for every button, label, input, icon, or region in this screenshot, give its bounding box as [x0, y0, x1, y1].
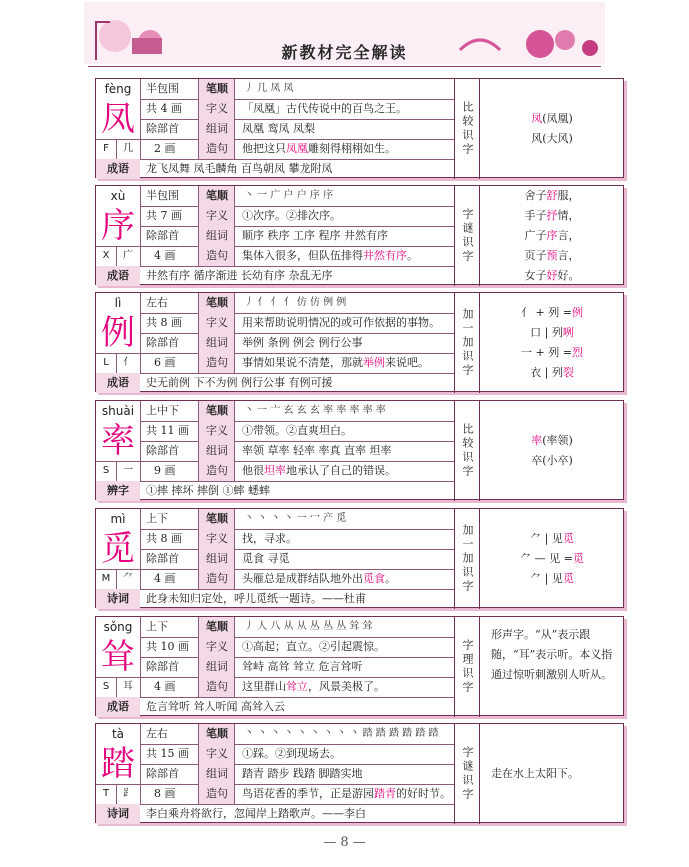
side-part: 烈	[571, 346, 583, 359]
sentence-post: 地承认了自己的错误。	[286, 464, 396, 477]
side-line	[479, 266, 625, 286]
label-sentence: 造句	[206, 787, 228, 800]
radical-label: 除部首	[146, 444, 179, 457]
label-sentence: 造句	[206, 142, 228, 155]
side-part: 风	[531, 132, 543, 145]
bottom-label: 诗词	[96, 589, 140, 609]
side-part: 序	[546, 229, 558, 242]
card-main	[96, 401, 454, 499]
sentence-pre: 集体入很多，但队伍排得	[242, 249, 363, 262]
radical-label: 除部首	[146, 660, 179, 673]
side-line	[479, 363, 625, 383]
index-radical: 一	[123, 465, 133, 476]
label-meaning: 字义	[206, 209, 228, 222]
bottom-label: 成语	[96, 266, 140, 286]
side-line	[479, 529, 625, 549]
card-main	[96, 617, 454, 715]
sentence	[242, 139, 396, 159]
side-part: ⺈ — 见 =	[520, 552, 573, 565]
side-part: 舍子	[524, 189, 547, 202]
side-part: 抒	[546, 209, 558, 222]
label-words: 组词	[206, 122, 228, 135]
pinyin: fèng	[104, 82, 132, 96]
words: 顺序 秩序 工序 程序 井然有序	[242, 229, 388, 242]
remaining-strokes: 4 画	[154, 572, 176, 585]
sentence-post: ，风景美极了。	[308, 680, 385, 693]
remaining-strokes: 4 画	[154, 249, 176, 262]
remaining-strokes: 2 画	[154, 142, 176, 155]
char-card-2	[95, 292, 624, 392]
side-line	[479, 226, 625, 246]
char-card-0	[95, 78, 624, 178]
side-body	[479, 509, 625, 609]
side-part: 女子	[524, 269, 547, 282]
sentence	[242, 677, 385, 697]
side-part: 广子	[524, 229, 547, 242]
side-tag: 加一加识字	[454, 293, 480, 393]
words: 耸峙 高耸 耸立 危言耸听	[242, 660, 363, 673]
character: 凤	[101, 99, 135, 139]
side-part: 页子	[524, 249, 547, 262]
side-part: (大风)	[542, 132, 573, 145]
label-words: 组词	[206, 552, 228, 565]
label-stroke-order: 笔顺	[206, 404, 228, 417]
index-letter: S	[102, 465, 110, 476]
side-paragraph: 形声字。“从”表示跟随，“耳”表示听。本义指通过惊听刺激别人听从。	[491, 628, 613, 681]
label-stroke-order: 笔顺	[206, 296, 228, 309]
stroke-order: 丿 几 凤 凤	[244, 83, 294, 94]
side-line	[479, 186, 625, 206]
char-card-1	[95, 185, 624, 285]
pinyin: mì	[110, 512, 126, 526]
words: 觅食 寻觅	[242, 552, 290, 565]
pinyin: tà	[111, 727, 125, 741]
label-words: 组词	[206, 444, 228, 457]
index-letter: X	[102, 250, 110, 261]
side-body	[479, 401, 625, 501]
side-line	[479, 549, 625, 569]
card-main	[96, 724, 454, 822]
card-main	[96, 186, 454, 284]
side-body	[479, 186, 625, 286]
side-tag: 加一加识字	[454, 509, 480, 609]
side-part: (率领)	[542, 434, 573, 447]
side-part: 觅	[572, 552, 584, 565]
stroke-count: 共 7 画	[146, 209, 182, 222]
bottom-label: 成语	[96, 697, 140, 717]
pinyin: xù	[110, 189, 126, 203]
structure: 上下	[146, 512, 168, 525]
label-words: 组词	[206, 660, 228, 673]
side-line	[479, 206, 625, 226]
side-tag: 比较识字	[454, 401, 480, 501]
index-radical: ⺈	[123, 573, 133, 584]
radical-label: 除部首	[146, 122, 179, 135]
stroke-order: 丶 一 亠 玄 玄 玄 率 率 率 率 率	[244, 405, 386, 416]
sentence-highlight: 坦率	[264, 464, 286, 477]
meaning: ①高起；直立。②引起震惊。	[242, 640, 385, 653]
side-part: 亻 + 列 =	[521, 306, 572, 319]
index-radical: 亻	[123, 357, 133, 368]
remaining-strokes: 9 画	[154, 464, 176, 477]
card-main	[96, 509, 454, 607]
label-sentence: 造句	[206, 356, 228, 369]
sentence-post: 。	[385, 572, 396, 585]
index-letter: T	[102, 788, 110, 799]
sentence-highlight: 踏青	[374, 787, 396, 800]
side-part: 例	[571, 306, 583, 319]
pinyin: sǒng	[103, 620, 133, 634]
side-line	[479, 246, 625, 266]
side-part: 率	[531, 434, 543, 447]
words: 凤凰 鸾凤 凤梨	[242, 122, 315, 135]
label-sentence: 造句	[206, 680, 228, 693]
side-line	[479, 109, 625, 129]
label-meaning: 字义	[206, 747, 228, 760]
remaining-strokes: 4 画	[154, 680, 176, 693]
index-radical: 几	[123, 143, 133, 154]
stroke-order: 丶 丶 丶 丶 丶 丶 丶 丶 丶 踏 踏 踏 踏 踏 踏	[244, 728, 439, 739]
side-paragraph: 走在水上太阳下。	[491, 767, 579, 780]
radical-label: 除部首	[146, 229, 179, 242]
label-sentence: 造句	[206, 572, 228, 585]
stroke-count: 共 4 画	[146, 102, 182, 115]
side-tag: 字谜识字	[454, 724, 480, 824]
bottom-value: 李白乘舟将欲行，忽闻岸上踏歌声。——李白	[146, 807, 366, 820]
index-letter: M	[101, 573, 111, 584]
side-part: 凤	[531, 112, 543, 125]
side-part: 妤	[546, 269, 558, 282]
structure: 半包围	[146, 189, 179, 202]
label-sentence: 造句	[206, 249, 228, 262]
label-stroke-order: 笔顺	[206, 189, 228, 202]
character: 耸	[101, 637, 135, 677]
side-line	[479, 451, 625, 471]
bottom-value: 龙飞凤舞 凤毛麟角 百鸟朝凤 攀龙附凤	[146, 162, 333, 175]
bottom-value: 此身未知归定处，呼儿觅纸一题诗。——杜甫	[146, 592, 366, 605]
label-meaning: 字义	[206, 316, 228, 329]
stroke-order: 丶 一 广 户 户 序 序	[244, 190, 334, 201]
side-part: 裂	[562, 366, 574, 379]
words: 率领 草率 轻率 率真 直率 坦率	[242, 444, 392, 457]
char-card-4	[95, 508, 624, 608]
side-part: 觅	[562, 572, 574, 585]
side-part: 口 | 列	[530, 326, 563, 339]
sentence-post: 雕刻得栩栩如生。	[308, 142, 396, 155]
side-part: 情，	[557, 209, 580, 222]
page-header	[0, 0, 689, 72]
side-part: ⺈ | 见	[530, 572, 563, 585]
label-words: 组词	[206, 336, 228, 349]
label-words: 组词	[206, 229, 228, 242]
structure: 上中下	[146, 404, 179, 417]
bottom-value: ①摔 摔坏 摔倒 ①蟀 蟋蟀	[146, 484, 270, 497]
stroke-order: 丶 丶 丶 丶 一 冖 产 觅	[244, 513, 347, 524]
index-letter: S	[102, 681, 110, 692]
sentence-pre: 事情如果说不清楚，那就	[242, 356, 363, 369]
label-stroke-order: 笔顺	[206, 512, 228, 525]
words: 举例 条例 例会 例行公事	[242, 336, 363, 349]
card-main	[96, 293, 454, 391]
card-main	[96, 79, 454, 177]
label-meaning: 字义	[206, 102, 228, 115]
side-line	[479, 129, 625, 149]
label-sentence: 造句	[206, 464, 228, 477]
side-part: 言，	[557, 249, 580, 262]
sentence	[242, 784, 451, 804]
side-tag: 比较识字	[454, 79, 480, 179]
index-letter: L	[103, 357, 109, 368]
character: 序	[101, 206, 135, 246]
side-part: 手子	[524, 209, 547, 222]
character: 率	[101, 421, 135, 461]
sentence-highlight: 凤凰	[286, 142, 308, 155]
meaning: 「凤凰」古代传说中的百鸟之王。	[242, 102, 407, 115]
sentence-highlight: 井然有序	[363, 249, 407, 262]
bottom-label: 成语	[96, 159, 140, 179]
side-line	[479, 431, 625, 451]
sentence-pre: 这里群山	[242, 680, 286, 693]
meaning: ①带领。②直爽坦白。	[242, 424, 352, 437]
character: 踏	[101, 744, 135, 784]
structure: 上下	[146, 620, 168, 633]
sentence	[242, 569, 396, 589]
radical-label: 除部首	[146, 767, 179, 780]
side-line	[479, 569, 625, 589]
stroke-count: 共 8 画	[146, 316, 182, 329]
structure: 半包围	[146, 82, 179, 95]
side-part: 一 + 列 =	[521, 346, 572, 359]
sentence	[242, 353, 429, 373]
words: 踏青 踏步 践踏 脚踏实地	[242, 767, 363, 780]
label-meaning: 字义	[206, 640, 228, 653]
side-part: (凤凰)	[542, 112, 573, 125]
side-tag: 字理识字	[454, 617, 480, 717]
index-radical: 耳	[123, 681, 133, 692]
bottom-label: 成语	[96, 373, 140, 393]
remaining-strokes: 8 画	[154, 787, 176, 800]
side-tag: 字谜识字	[454, 186, 480, 286]
character: 觅	[101, 529, 135, 569]
sentence-pre: 他把这只	[242, 142, 286, 155]
index-letter: F	[103, 143, 109, 154]
header-rule	[88, 66, 601, 67]
side-part: 预	[546, 249, 558, 262]
char-card-3	[95, 400, 624, 500]
side-line	[479, 303, 625, 323]
pinyin: lì	[114, 296, 122, 310]
side-part: 舒	[546, 189, 558, 202]
label-words: 组词	[206, 767, 228, 780]
pinyin: shuài	[101, 404, 135, 418]
side-part: 服，	[557, 189, 580, 202]
meaning: ①踩。②到现场去。	[242, 747, 341, 760]
sentence-post: 的好时节。	[396, 787, 451, 800]
bottom-value: 危言耸听 耸人听闻 高耸入云	[146, 700, 285, 713]
side-part: 咧	[562, 326, 574, 339]
label-stroke-order: 笔顺	[206, 727, 228, 740]
side-body	[479, 724, 625, 824]
bottom-label: 辨字	[96, 481, 140, 501]
label-stroke-order: 笔顺	[206, 82, 228, 95]
book-title: 新教材完全解读	[281, 43, 408, 62]
side-body	[479, 293, 625, 393]
side-part: 好。	[557, 269, 580, 282]
label-meaning: 字义	[206, 532, 228, 545]
radical-label: 除部首	[146, 336, 179, 349]
sentence-pre: 头雁总是成群结队地外出	[242, 572, 363, 585]
stroke-count: 共 8 画	[146, 532, 182, 545]
sentence-post: 来说吧。	[385, 356, 429, 369]
side-body	[479, 79, 625, 179]
meaning: ①次序。②排次序。	[242, 209, 341, 222]
side-part: 言，	[557, 229, 580, 242]
sentence	[242, 461, 396, 481]
side-part: 卒	[531, 454, 543, 467]
side-part: 衣 | 列	[530, 366, 563, 379]
side-line	[479, 323, 625, 343]
side-part: (小卒)	[542, 454, 573, 467]
char-card-5	[95, 616, 624, 716]
label-meaning: 字义	[206, 424, 228, 437]
stroke-count: 共 10 画	[146, 640, 189, 653]
radical-label: 除部首	[146, 552, 179, 565]
structure: 左右	[146, 296, 168, 309]
char-card-6	[95, 723, 624, 823]
stroke-count: 共 15 画	[146, 747, 189, 760]
bottom-label: 诗词	[96, 804, 140, 824]
meaning: 找，寻求。	[242, 532, 297, 545]
stroke-order: 丿 人 八 从 从 丛 丛 丛 耸 耸	[244, 621, 373, 632]
sentence-pre: 他很	[242, 464, 264, 477]
index-radical: 广	[123, 250, 133, 261]
stroke-count: 共 11 画	[146, 424, 189, 437]
remaining-strokes: 6 画	[154, 356, 176, 369]
index-radical: ⻊	[123, 788, 133, 799]
side-part: ⺈ | 见	[530, 532, 563, 545]
side-line	[479, 343, 625, 363]
sentence-highlight: 举例	[363, 356, 385, 369]
structure: 左右	[146, 727, 168, 740]
side-body	[479, 617, 625, 717]
page-number: — 8 —	[323, 835, 366, 850]
meaning: 用来帮助说明情况的或可作依据的事物。	[242, 316, 440, 329]
sentence-post: 。	[407, 249, 418, 262]
character: 例	[101, 313, 135, 353]
sentence	[242, 246, 418, 266]
bottom-value: 史无前例 下不为例 例行公事 有例可援	[146, 376, 333, 389]
side-part: 觅	[562, 532, 574, 545]
sentence-highlight: 耸立	[286, 680, 308, 693]
stroke-order: 丿 亻 亻 亻 仿 仿 例 例	[244, 297, 347, 308]
label-stroke-order: 笔顺	[206, 620, 228, 633]
sentence-highlight: 觅食	[363, 572, 385, 585]
bottom-value: 井然有序 循序渐进 长幼有序 杂乱无序	[146, 269, 333, 282]
sentence-pre: 鸟语花香的季节，正是游园	[242, 787, 374, 800]
